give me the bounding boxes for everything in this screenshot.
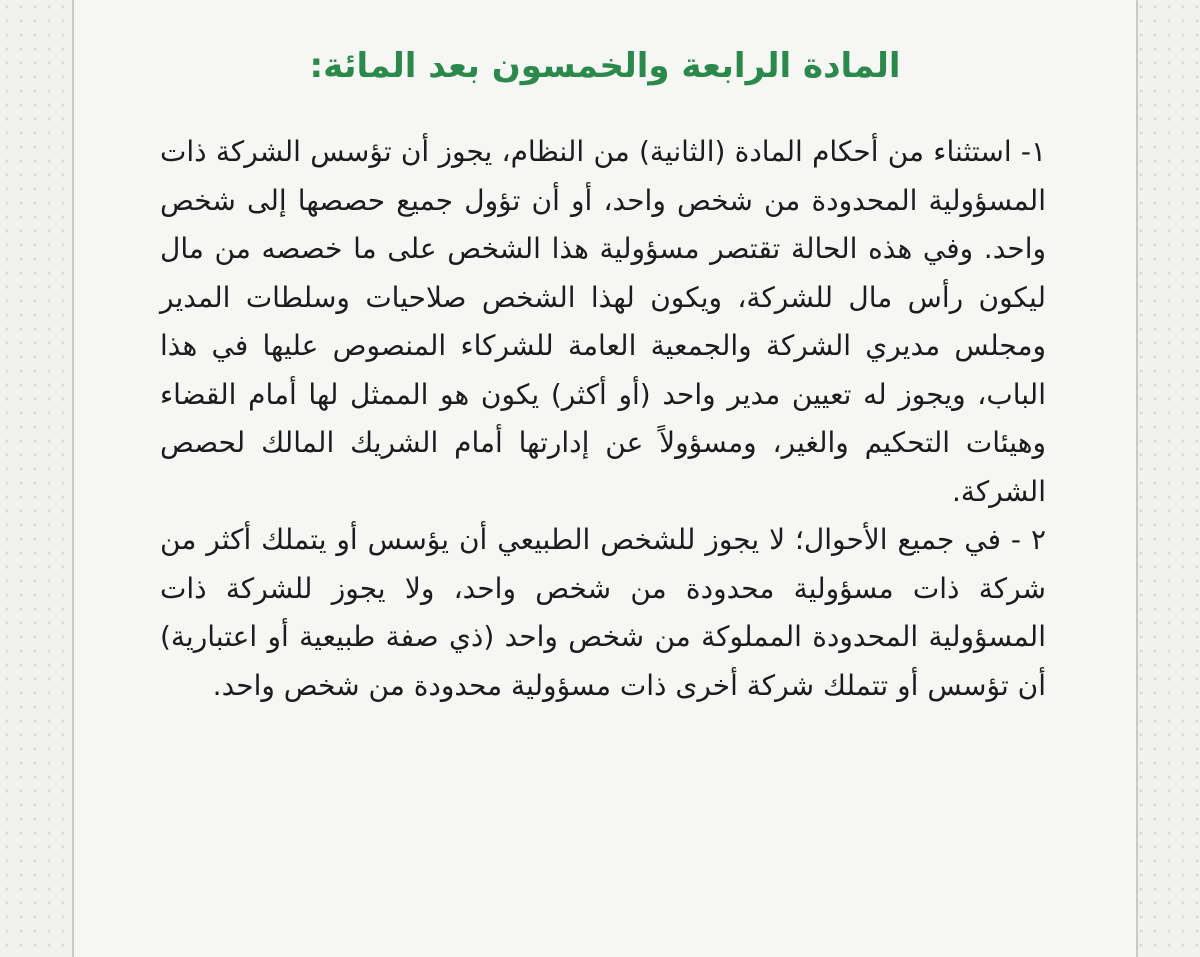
article-paragraph-1: ١- استثناء من أحكام المادة (الثانية) من النظام، يجوز أن تؤسس الشركة ذات المسؤولية المحدودة من شخص واحد، أو أن تؤول جميع حصصها إلى شخص واحد. وفي هذه الحالة تقتصر مسؤولية هذا الشخص على ما خصصه من مال ليكون رأس مال للشركة، ويكون لهذا الشخص صلاحيات وسلطات المدير ومجلس مديري الشركة والجمعية العامة للشركاء المنصوص عليها في هذا الباب، ويجوز له تعيين مدير واحد (أو أكثر) يكون هو الممثل لها أمام القضاء وهيئات التحكيم والغير، ومسؤولاً عن إدارتها أمام الشريك المالك لحصص الشركة. [160,135,1046,508]
article-title: المادة الرابعة والخمسون بعد المائة: [309,46,901,86]
article-body [160,128,1046,710]
article-paragraph-2: ٢ - في جميع الأحوال؛ لا يجوز للشخص الطبيعي أن يؤسس أو يتملك أكثر من شركة ذات مسؤولية محدودة من شخص واحد، ولا يجوز للشركة ذات المسؤولية المحدودة المملوكة من شخص واحد (ذي صفة طبيعية أو اعتبارية) أن تؤسس أو تتملك شركة أخرى ذات مسؤولية محدودة من شخص واحد. [160,523,1046,702]
document-page [72,0,1138,957]
